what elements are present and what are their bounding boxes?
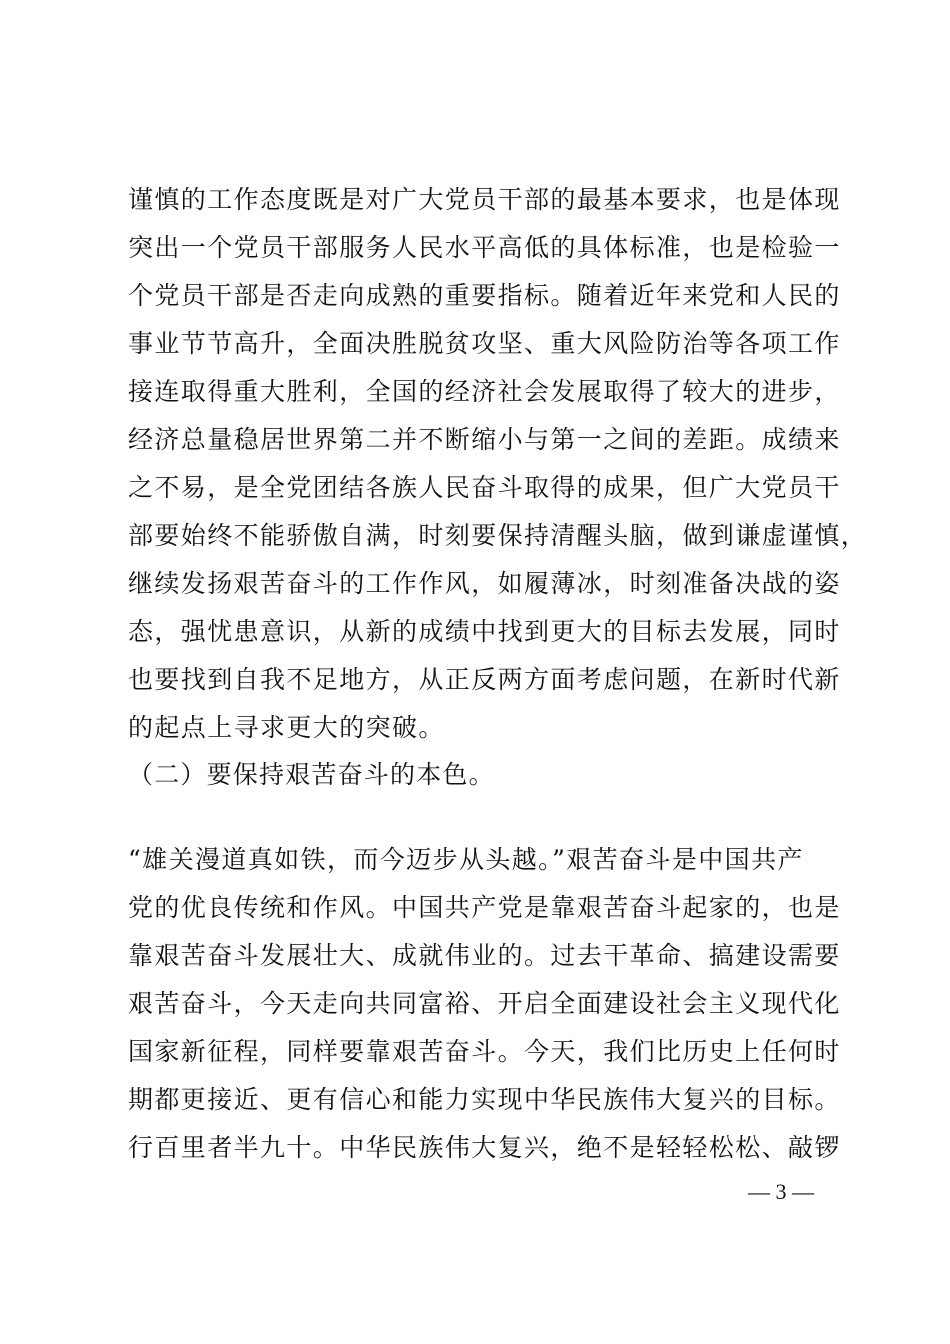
text-line: 谨慎的工作态度既是对广大党员干部的最基本要求，也是体现: [128, 185, 841, 214]
text-line: 艰苦奋斗，今天走向共同富裕、开启全面建设社会主义现代化: [128, 989, 841, 1018]
text-line: 态，强忧患意识，从新的成绩中找到更大的目标去发展，同时: [128, 617, 841, 646]
text-line: 接连取得重大胜利，全国的经济社会发展取得了较大的进步，: [128, 377, 841, 406]
text-line: 之不易，是全党团结各族人民奋斗取得的成果，但广大党员干: [128, 473, 841, 502]
page-number: — 3 —: [748, 1179, 814, 1204]
text-line: 的起点上寻求更大的突破。: [128, 713, 445, 742]
text-line: 靠艰苦奋斗发展壮大、成就伟业的。过去干革命、搞建设需要: [128, 941, 841, 970]
text-line: 个党员干部是否走向成熟的重要指标。随着近年来党和人民的: [128, 281, 841, 310]
section-heading: （二）要保持艰苦奋斗的本色。: [128, 760, 495, 789]
text-line: 突出一个党员干部服务人民水平高低的具体标准，也是检验一: [128, 233, 841, 262]
body-paragraph-2: [128, 836, 841, 1172]
text-line: 事业节节高升，全面决胜脱贫攻坚、重大风险防治等各项工作: [128, 329, 841, 358]
text-line: 行百里者半九十。中华民族伟大复兴，绝不是轻轻松松、敲锣: [128, 1133, 841, 1162]
text-line: 党的优良传统和作风。中国共产党是靠艰苦奋斗起家的，也是: [128, 893, 841, 922]
body-paragraph-1: [128, 176, 868, 752]
text-line: 继续发扬艰苦奋斗的工作作风，如履薄冰，时刻准备决战的姿: [128, 569, 841, 598]
text-line: 也要找到自我不足地方，从正反两方面考虑问题，在新时代新: [128, 665, 841, 694]
text-line: 期都更接近、更有信心和能力实现中华民族伟大复兴的目标。: [128, 1085, 841, 1114]
text-line: 国家新征程，同样要靠艰苦奋斗。今天，我们比历史上任何时: [128, 1037, 841, 1066]
text-line: 经济总量稳居世界第二并不断缩小与第一之间的差距。成绩来: [128, 425, 841, 454]
text-line: 部要始终不能骄傲自满，时刻要保持清醒头脑，做到谦虚谨慎，: [128, 521, 868, 550]
text-line: “雄关漫道真如铁，而今迈步从头越。”艰苦奋斗是中国共产: [128, 845, 804, 874]
